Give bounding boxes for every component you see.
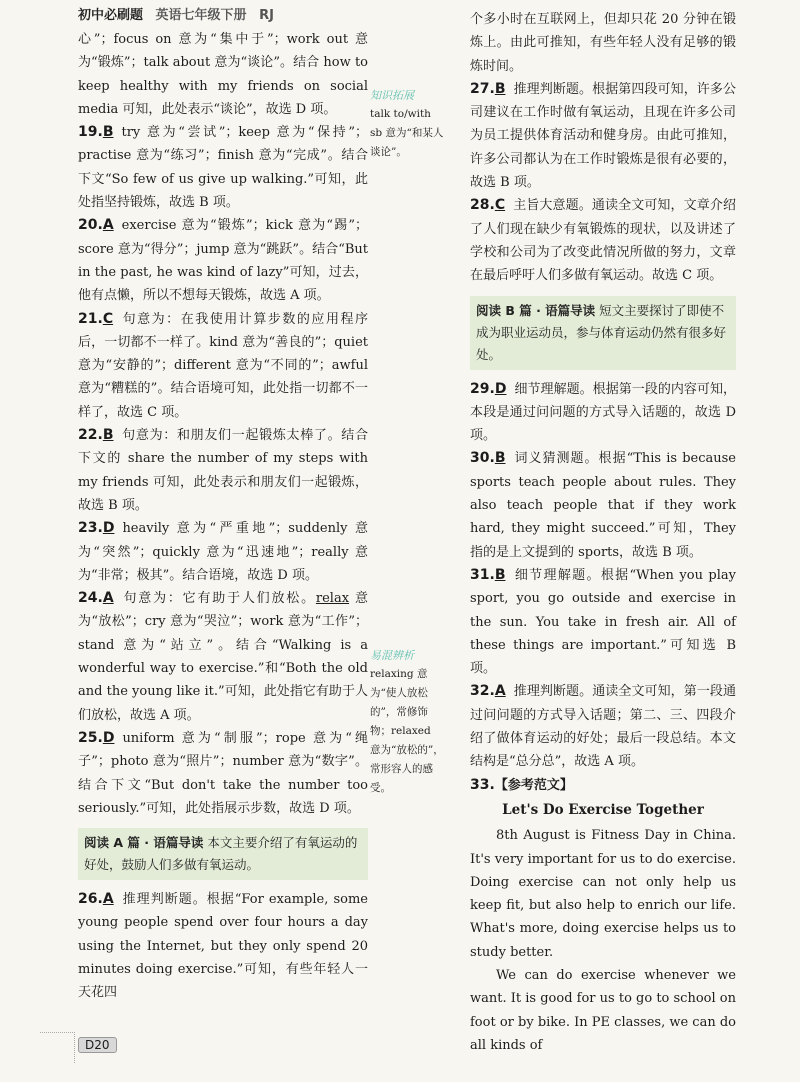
answer-24 bbox=[78, 587, 368, 727]
question-number: 28. bbox=[470, 197, 495, 214]
subject-title: 英语七年级下册 bbox=[155, 8, 247, 23]
answer-31 bbox=[470, 564, 736, 680]
answer-letter: B bbox=[102, 124, 114, 141]
reading-a-guide bbox=[78, 828, 368, 880]
question-number: 27. bbox=[470, 80, 495, 97]
section-text: 短文主要探讨了即使不成为职业运动员，参与体育运动仍然有很多好处。 bbox=[476, 302, 727, 362]
question-number: 31. bbox=[470, 566, 495, 583]
explanation: 推理判断题。根据第四段可知，许多公司建议在工作时做有氧运动，且现在许多公司为员工提供体育活动和健身房。由此可推知，许多公司都认为在工作时锻炼是很有必要的，故选 B 项。 bbox=[470, 81, 736, 191]
essay-title: Let's Do Exercise Together bbox=[502, 801, 704, 818]
answer-letter: D bbox=[102, 520, 115, 537]
explanation: 细节理解题。根据“When you play sport, you go outside and exercise in the sun. You take in fresh air. All of these things are important.”可知选 B 项。 bbox=[470, 567, 736, 677]
question-number: 19. bbox=[78, 124, 103, 141]
section-label: 阅读 A 篇 · 语篇导读 bbox=[84, 835, 204, 851]
answer-19 bbox=[78, 121, 368, 214]
answer-29 bbox=[470, 378, 736, 448]
explanation: exercise 意为“锻炼”；kick 意为“踢”；score 意为“得分”；jump 意为“跳跃”。结合“But in the past, he was kind of lazy”可知，过去，他有点懒，所以不想每天锻炼，故选 A 项。 bbox=[78, 218, 368, 304]
section-label: 阅读 B 篇 · 语篇导读 bbox=[476, 302, 596, 318]
question-number: 20. bbox=[78, 217, 103, 234]
side-note-extension bbox=[370, 86, 444, 162]
answer-30 bbox=[470, 447, 736, 563]
side-note-confusion bbox=[370, 646, 444, 798]
essay-paragraph-1: 8th August is Fitness Day in China. It's very important for us to do exercise. Doing exercise can not only help us keep fit, but also help to enrich our life. What's more, doing exercise helps us to study better. bbox=[470, 828, 736, 960]
note-text: relaxing 意为“使人放松的”，常修饰物；relaxed 意为“放松的”，常形容人的感受。 bbox=[370, 668, 444, 794]
answer-28 bbox=[470, 194, 736, 287]
explanation: 句意为：它有助于人们放松。 bbox=[121, 591, 316, 607]
answer-27 bbox=[470, 78, 736, 194]
explanation: 推理判断题。通读全文可知，第一段通过问问题的方式导入话题；第二、三、四段介绍了做体育运动的好处；最后一段总结。本文结构是“总分总”，故选 A 项。 bbox=[470, 684, 736, 770]
answer-26 bbox=[78, 888, 368, 1004]
explanation: 细节理解题。根据第一段的内容可知，本段是通过问问题的方式导入话题的，故选 D 项。 bbox=[470, 381, 736, 444]
corner-decoration bbox=[40, 1032, 75, 1063]
question-number: 22. bbox=[78, 427, 103, 444]
page-header bbox=[78, 4, 274, 23]
answer-letter: B bbox=[494, 450, 506, 467]
question-number: 23. bbox=[78, 520, 103, 537]
explanation: try 意为“尝试”；keep 意为“保持”；practise 意为“练习”；finish 意为“完成”。结合下文“So few of us give up walking.”可知，此处指坚持锻炼，故选 B 项。 bbox=[78, 125, 368, 211]
question-number: 21. bbox=[78, 310, 103, 327]
explanation-cont: 意为“放松”；cry 意为“哭泣”；work 意为“工作”；stand 意为“站立”。结合“Walking is a wonderful way to exercise.”和“Both the old and the young like it.”可知，此处指它有助于人们放松，故选 A 项。 bbox=[78, 591, 368, 723]
explanation: 句意为：在我使用计算步数的应用程序后，一切都不一样了。kind 意为“善良的”；quiet 意为“安静的”；different 意为“不同的”；awful 意为“糟糕的”。结合语境可知，此处指一切都不一样了，故选 C 项。 bbox=[78, 311, 368, 420]
note-text: talk to/with sb 意为“和某人谈论”。 bbox=[370, 108, 444, 158]
question-number: 25. bbox=[78, 729, 103, 746]
answer-letter: B bbox=[494, 80, 506, 97]
answer-21 bbox=[78, 308, 368, 424]
note-tag: 易混辨析 bbox=[370, 649, 414, 662]
answer-letter: A bbox=[494, 683, 506, 700]
edition-label: RJ bbox=[259, 8, 274, 23]
answer-letter: B bbox=[494, 566, 506, 583]
explanation: uniform 意为“制服”；rope 意为“绳子”；photo 意为“照片”；number 意为“数字”。结合下文“But don't take the number too seriously.”可知，此处指展示步数，故选 D 项。 bbox=[78, 730, 368, 816]
question-number: 24. bbox=[78, 590, 103, 607]
answer-letter: C bbox=[102, 310, 114, 327]
question-number: 26. bbox=[78, 891, 103, 908]
answer-20 bbox=[78, 214, 368, 307]
answer-letter: A bbox=[102, 891, 114, 908]
explanation: 词义猜测题。根据“This is because sports teach people about rules. They also teach people that if they work hard, they might succeed.”可知，They 指的是上文提到的 sports，故选 B 项。 bbox=[470, 451, 736, 560]
underlined-word: relax bbox=[315, 591, 350, 607]
answer-letter: D bbox=[102, 729, 115, 746]
explanation: heavily 意为“严重地”；suddenly 意为“突然”；quickly 意为“迅速地”；really 意为“非常；极其”。结合语境，故选 D 项。 bbox=[78, 521, 368, 583]
answer-letter: D bbox=[494, 380, 507, 397]
answer-33 bbox=[470, 774, 736, 797]
answer-22 bbox=[78, 424, 368, 517]
question-number: 32. bbox=[470, 683, 495, 700]
essay-paragraph-2: We can do exercise whenever we want. It is good for us to go to school on foot or by bike. In PE classes, we can do all kinds of bbox=[470, 967, 736, 1053]
answer-letter: C bbox=[494, 197, 506, 214]
series-title: 初中必刷题 bbox=[78, 8, 144, 23]
answer-letter: A bbox=[102, 217, 114, 234]
right-column bbox=[470, 8, 736, 1057]
answer-25 bbox=[78, 727, 368, 820]
answer-32 bbox=[470, 680, 736, 773]
question-number: 33. bbox=[470, 776, 495, 793]
explanation: 推理判断题。根据“For example, some young people spend over four hours a day using the Internet, but they only spend 20 minutes doing exercise.”可知，有些年轻人一天花四 bbox=[78, 892, 368, 1001]
question-number: 30. bbox=[470, 450, 495, 467]
intro-paragraph: 心”；focus on 意为“集中于”；work out 意为“锻炼”；talk about 意为“谈论”。结合 how to keep healthy with my friends on social media 可知，此处表示“谈论”，故选 D 项。 bbox=[78, 32, 368, 117]
answer-letter: A bbox=[102, 590, 114, 607]
explanation: 主旨大意题。通读全文可知，文章介绍了人们现在缺少有氧锻炼的现状，以及讲述了学校和公司为了改变此情况所做的努力，文章在最后呼吁人们多做有氧运动。故选 C 项。 bbox=[470, 198, 736, 284]
answer-23 bbox=[78, 517, 368, 587]
explanation: 句意为：和朋友们一起锻炼太棒了。结合下文的 share the number of my steps with my friends 可知，此处表示和朋友们一起锻炼，故选 B 项。 bbox=[78, 428, 368, 513]
continuation-paragraph: 个多小时在互联网上，但却只花 20 分钟在锻炼上。由此可推知，有些年轻人没有足够的锻炼时间。 bbox=[470, 12, 736, 74]
answer-letter: B bbox=[102, 427, 114, 444]
page-number: D20 bbox=[78, 1037, 117, 1053]
reading-b-guide bbox=[470, 296, 736, 370]
left-column bbox=[78, 28, 368, 1005]
sample-essay-label: 【参考范文】 bbox=[494, 777, 573, 793]
question-number: 29. bbox=[470, 380, 495, 397]
section-text: 本文主要介绍了有氧运动的好处，鼓励人们多做有氧运动。 bbox=[84, 835, 358, 873]
note-tag: 知识拓展 bbox=[370, 89, 414, 102]
